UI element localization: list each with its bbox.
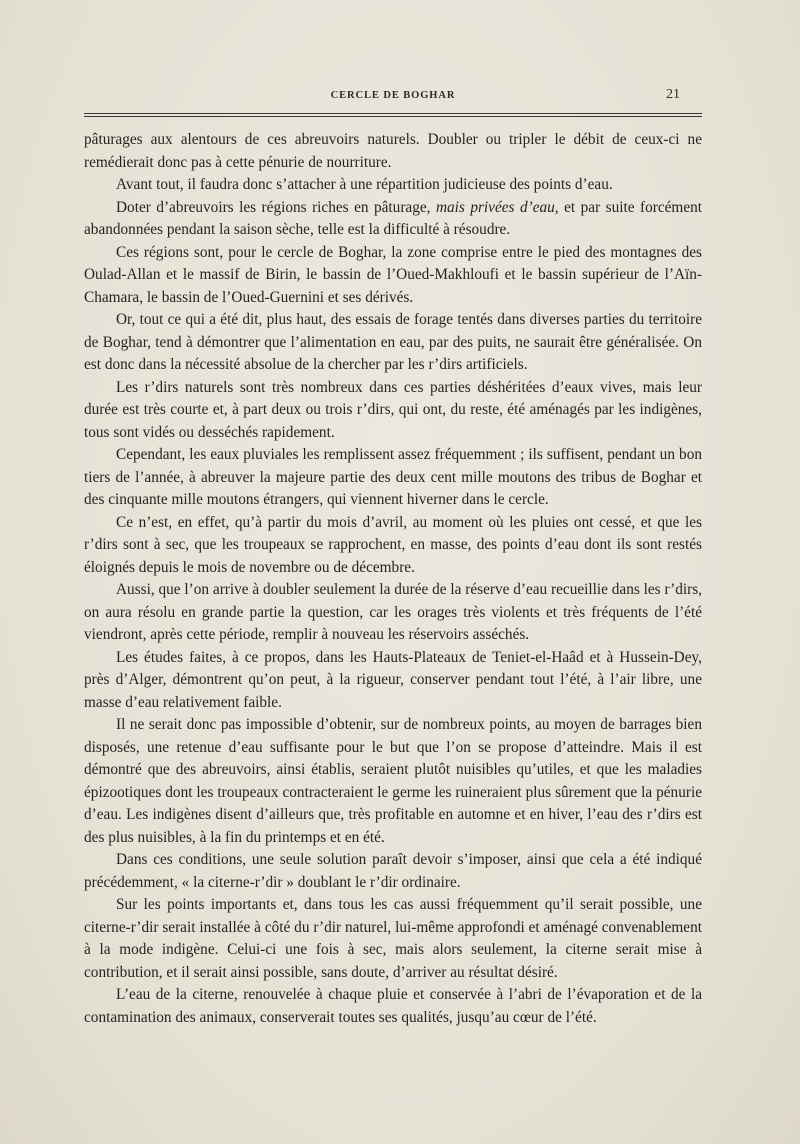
paragraph: L’eau de la citerne, renouvelée à chaque pluie et conservée à l’abri de l’évaporation et de la contamination des animaux, conserverait toutes ses qualités, jusqu’au cœur de l’été. (84, 986, 702, 1026)
paragraph: Aussi, que l’on arrive à doubler seulement la durée de la réserve d’eau recueillie dans les r’dirs, on aura résolu en grande partie la question, car les orages très violents et très fréquents de l’été viendront, après cette période, remplir à nouveau les réservoirs asséchés. (84, 581, 702, 643)
paragraph: Ce n’est, en effet, qu’à partir du mois d’avril, au moment où les pluies ont cessé, et que les r’dirs sont à sec, que les troupeaux se rapprochent, en masse, des points d’eau dont ils sont restés éloignés depuis le mois de novembre ou de décembre. (84, 513, 702, 576)
paragraph: Dans ces conditions, une seule solution paraît devoir s’imposer, ainsi que cela a été indiqué précédemment, « la citerne-r’dir » doublant le r’dir ordinaire. (84, 851, 702, 891)
running-title: CERCLE DE BOGHAR (330, 90, 456, 101)
page-number: 21 (666, 87, 680, 102)
paragraph (84, 197, 702, 242)
paragraph-text: Doter d’abreuvoirs les régions riches en pâturage, (116, 198, 436, 216)
header-rule-top (84, 113, 702, 114)
paragraph: Les r’dirs naturels sont très nombreux dans ces parties déshéritées d’eaux vives, mais leur durée est très courte et, à part deux ou trois r’dirs, qui ont, du reste, été aménagés par les indigènes, tous sont vidés ou desséchés rapidement. (84, 378, 702, 441)
paragraph: Ces régions sont, pour le cercle de Boghar, la zone comprise entre le pied des montagnes des Oulad-Allan et le massif de Birin, le bassin de l’Oued-Makhloufi et le bassin supérieur de l’Aïn-Chamara, le bassin de l’Oued-Guernini et ses dérivés. (84, 243, 702, 306)
paragraph: Avant tout, il faudra donc s’attacher à une répartition judicieuse des points d’eau. (116, 176, 613, 193)
paragraph: Il ne serait donc pas impossible d’obtenir, sur de nombreux points, au moyen de barrages bien disposés, une retenue d’eau suffisante pour le but que l’on se propose d’atteindre. Mais il est démontré que des abreuvoirs, ainsi établis, seraient plutôt nuisibles qu’utiles, et que les maladies épizootiques dont les troupeaux contracteraient le germe les ruineraient plus sûrement que la pénurie d’eau. Les indigènes disent d’ailleurs que, très profitable en automne et en hiver, l’eau des r’dirs est des plus nuisibles, à la fin du printemps et en été. (84, 716, 702, 846)
emphasized-text: mais privées d’eau, (435, 198, 559, 216)
paragraph-text: et par suite forcément abandonnées pendant la saison sèche, telle est la difficulté à résoudre. (84, 198, 703, 238)
paragraph: Sur les points importants et, dans tous les cas aussi fréquemment qu’il serait possible, une citerne-r’dir serait installée à côté du r’dir naturel, lui-même approfondi et aménagé convenablement à la mode indigène. Celui-ci une fois à sec, mais alors seulement, la citerne serait mise à contribution, et il serait ainsi possible, sans doute, d’arriver au résultat désiré. (84, 896, 702, 981)
paragraph: Les études faites, à ce propos, dans les Hauts-Plateaux de Teniet-el-Haâd et à Hussein-Dey, près d’Alger, démontrent qu’on peut, à la rigueur, conserver pendant tout l’été, à l’air libre, une masse d’eau relativement faible. (84, 648, 702, 711)
paragraph: pâturages aux alentours de ces abreuvoirs naturels. Doubler ou tripler le débit de ceux-ci ne remédierait donc pas à cette pénurie de nourriture. (84, 131, 702, 171)
page-header (84, 87, 702, 110)
paragraph: Cependant, les eaux pluviales les remplissent assez fréquemment ; ils suffisent, pendant un bon tiers de l’année, à abreuver la majeure partie des deux cent mille moutons des tribus de Boghar et des cinquante mille moutons étrangers, qui viennent hiverner dans le cercle. (84, 446, 702, 508)
body-text (84, 129, 702, 1029)
header-rule-bottom (84, 116, 702, 117)
paragraph: Or, tout ce qui a été dit, plus haut, des essais de forage tentés dans diverses parties du territoire de Boghar, tend à démontrer que l’alimentation en eau, par des puits, ne saurait être généralisée. On est donc dans la nécessité absolue de la chercher par les r’dirs artificiels. (84, 311, 702, 373)
